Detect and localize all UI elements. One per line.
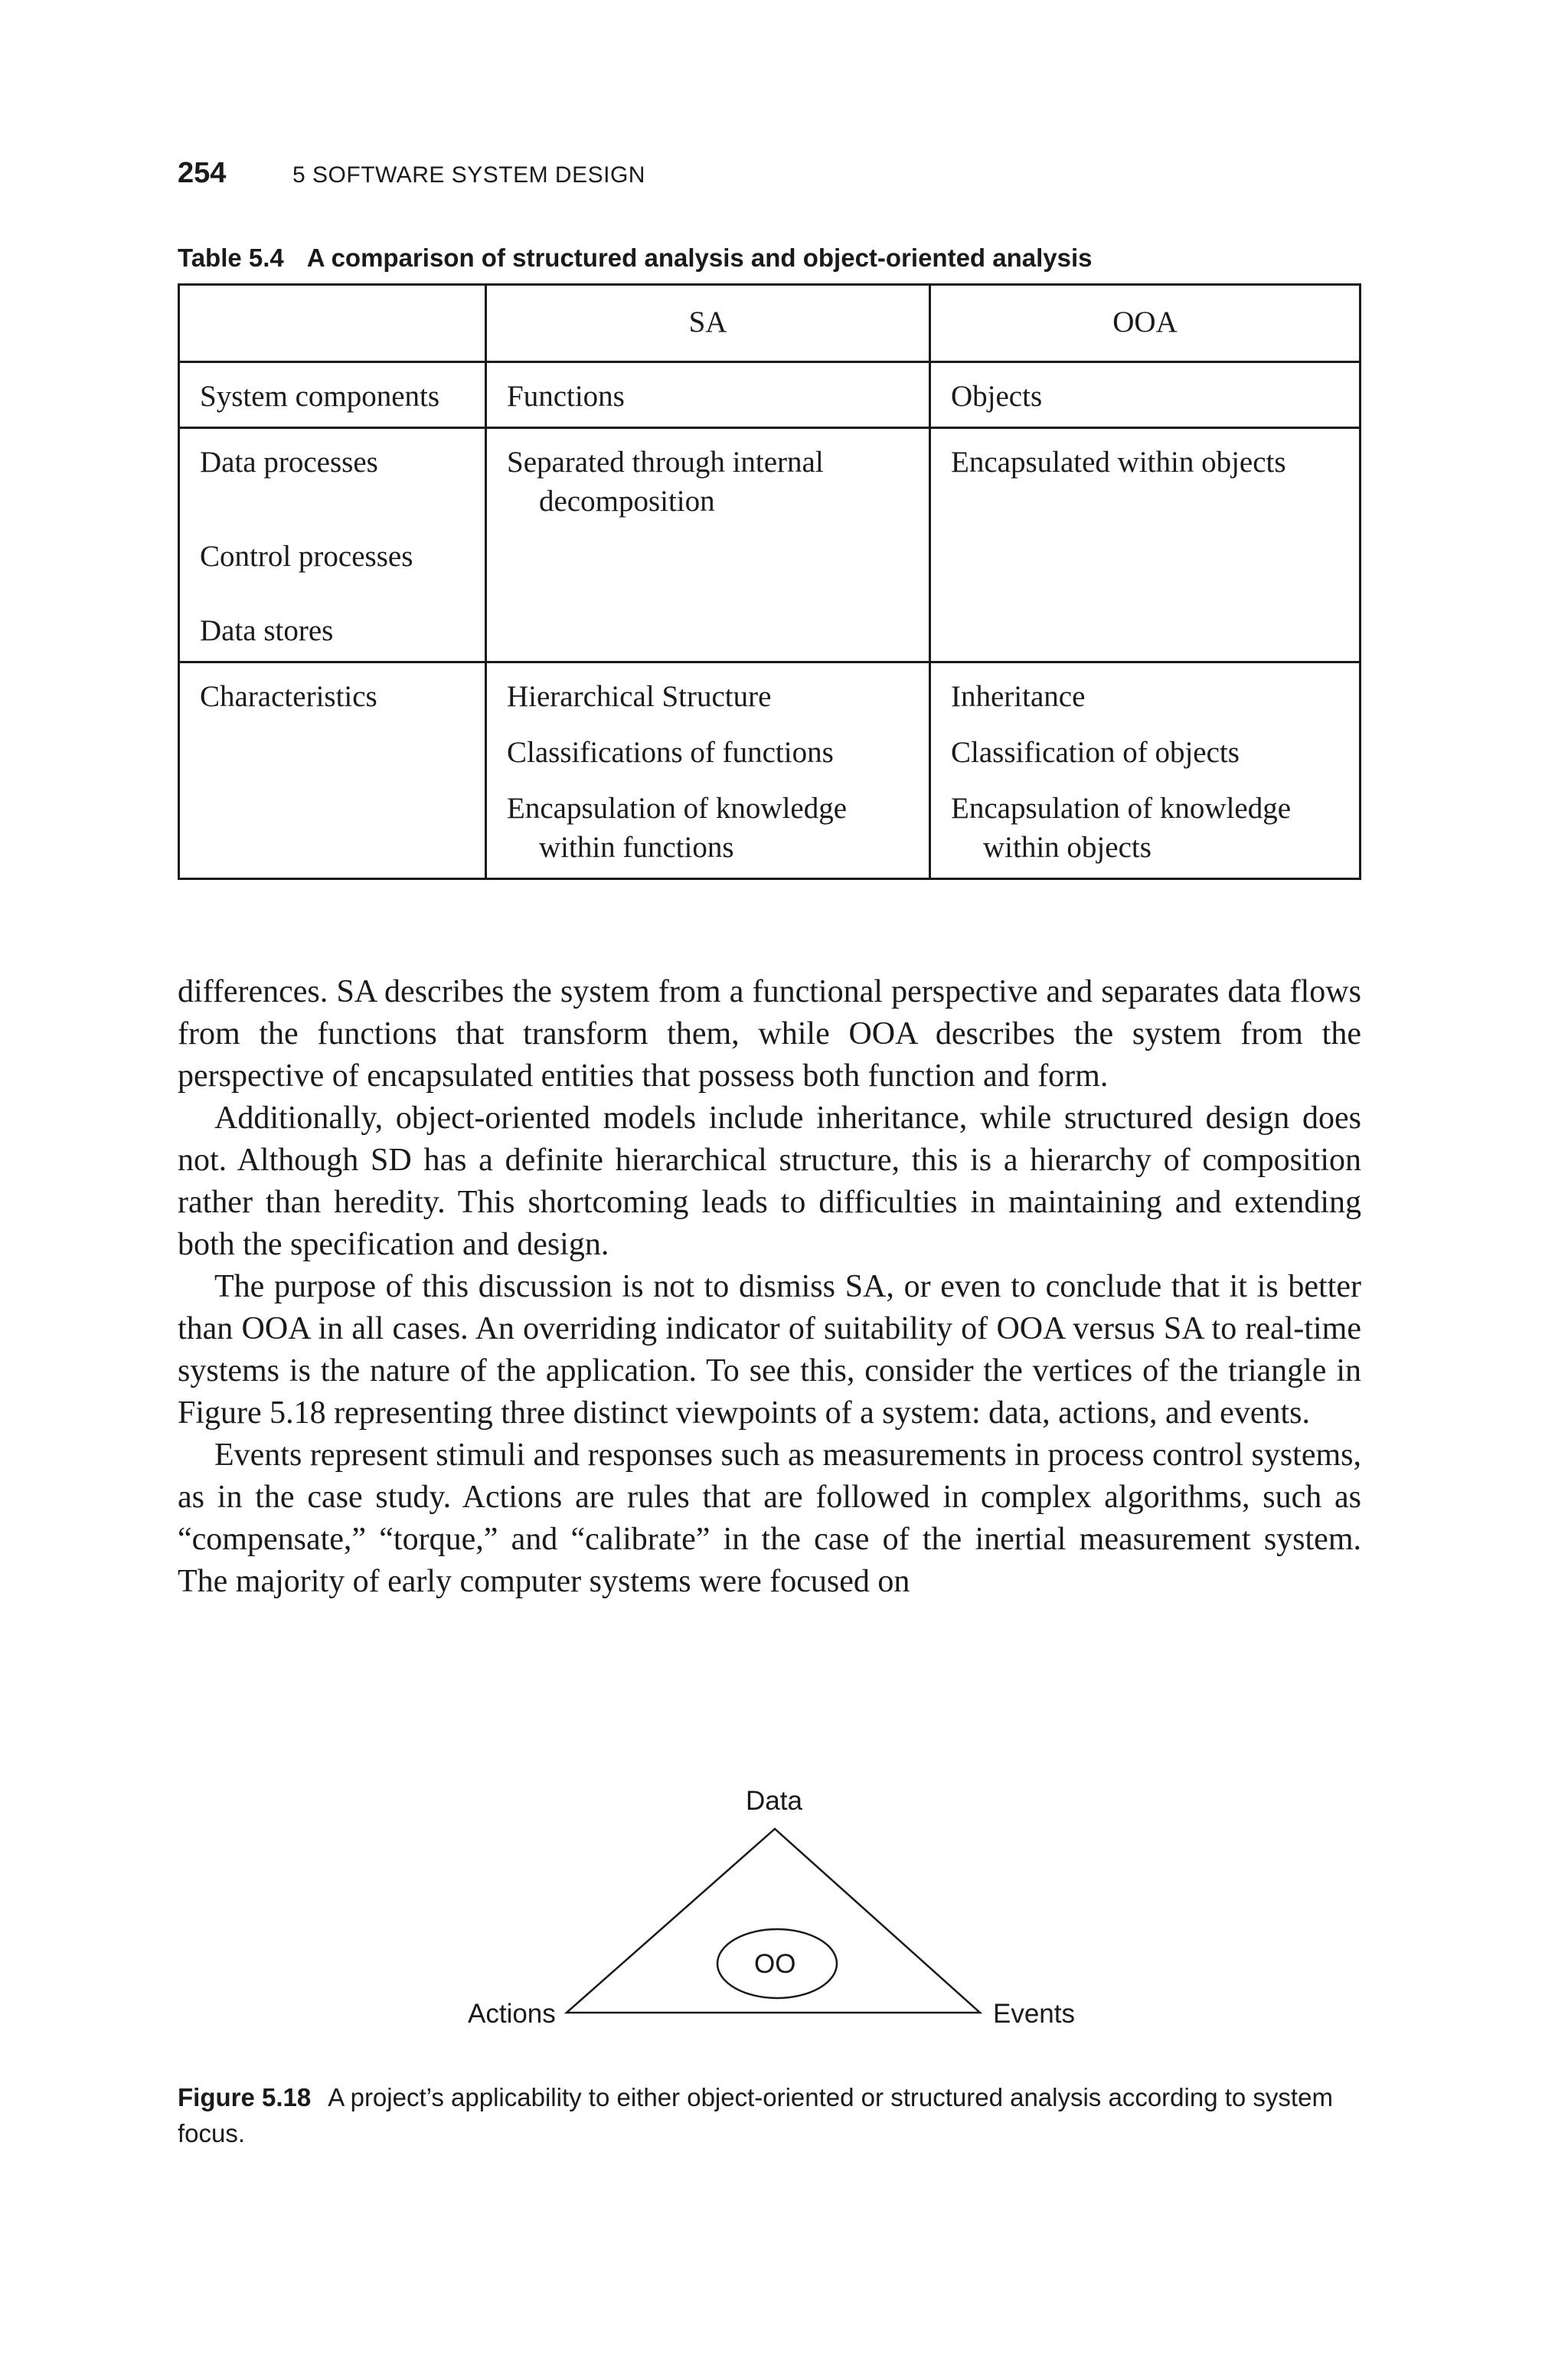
label-events: Events <box>993 1999 1075 2029</box>
table-row <box>179 428 1361 662</box>
table-header-empty <box>179 285 486 362</box>
paragraph: Additionally, object-oriented models include inheritance, while structured design does not. Although SD has a definite hierarchical structure, this is a hierarchy of composition rather than heredity. This shortcoming leads to difficulties in maintaining and extending both the specification and design. <box>178 1101 1361 1262</box>
table-header-sa: SA <box>486 285 930 362</box>
ooa-value: Encapsulated within objects <box>951 446 1286 479</box>
table-header-row <box>179 285 1361 362</box>
table-cell-label <box>179 362 486 428</box>
table-cell-ooa <box>930 362 1361 428</box>
label-data: Data <box>746 1786 802 1816</box>
ooa-value: Inheritance <box>951 680 1086 713</box>
table-header-ooa: OOA <box>930 285 1361 362</box>
table-cell-label <box>179 428 486 662</box>
row-label: Characteristics <box>200 680 377 713</box>
body-text <box>178 971 1361 1603</box>
table-cell-ooa <box>930 428 1361 662</box>
table-caption <box>178 244 1093 273</box>
table-caption-label: Table 5.4 <box>178 244 284 272</box>
sa-value: Functions <box>507 380 625 413</box>
row-label: System components <box>200 380 440 413</box>
page-number: 254 <box>178 157 227 189</box>
figure-caption-text: A project’s applicability to either object-oriented or structured analysis according to system focus. <box>178 2083 1333 2147</box>
ooa-value: Classification of objects <box>951 736 1240 769</box>
sa-value: Hierarchical Structure <box>507 680 772 713</box>
table-cell-label <box>179 662 486 879</box>
figure-caption <box>178 2079 1372 2151</box>
sa-value: Encapsulation of knowledge within functions <box>507 792 848 864</box>
row-label: Data processes <box>200 446 378 479</box>
paragraph: differences. SA describes the system from a functional perspective and separates data flows from the functions that transform them, while OOA describes the system from the perspective of encapsulated entities that possess both function and form. <box>178 974 1361 1094</box>
chapter-title: 5 SOFTWARE SYSTEM DESIGN <box>292 162 645 188</box>
figure-caption-label: Figure 5.18 <box>178 2083 312 2111</box>
ooa-value: Encapsulation of knowledge within objects <box>951 792 1292 864</box>
table-cell-ooa <box>930 662 1361 879</box>
table-row <box>179 362 1361 428</box>
table-cell-sa <box>486 428 930 662</box>
sa-value: Classifications of functions <box>507 736 834 769</box>
table-cell-sa <box>486 662 930 879</box>
paragraph: Events represent stimuli and responses such as measurements in process control systems, as in the case study. Actions are rules that are followed in complex algorithms, such as “compensate,” “torque,” and “calibrate” in the case of the inertial measurement system. The majority of early computer systems were focused on <box>178 1437 1361 1599</box>
row-label: Data stores <box>200 614 334 647</box>
label-oo: OO <box>754 1949 796 1979</box>
table-row <box>179 662 1361 879</box>
running-header <box>178 157 645 190</box>
figure-5-18 <box>0 1769 1568 2060</box>
ooa-value: Objects <box>951 380 1043 413</box>
comparison-table <box>178 283 1361 880</box>
paragraph: The purpose of this discussion is not to dismiss SA, or even to conclude that it is better than OOA in all cases. An overriding indicator of suitability of OOA versus SA to real-time systems is the nature of the application. To see this, consider the vertices of the triangle in Figure 5.18 representing three distinct viewpoints of a system: data, actions, and events. <box>178 1269 1361 1431</box>
row-label: Control processes <box>200 540 413 573</box>
table-caption-text: A comparison of structured analysis and object-oriented analysis <box>306 244 1093 272</box>
table-cell-sa <box>486 362 930 428</box>
sa-value: Separated through internal decomposition <box>507 446 824 518</box>
label-actions: Actions <box>468 1999 556 2029</box>
